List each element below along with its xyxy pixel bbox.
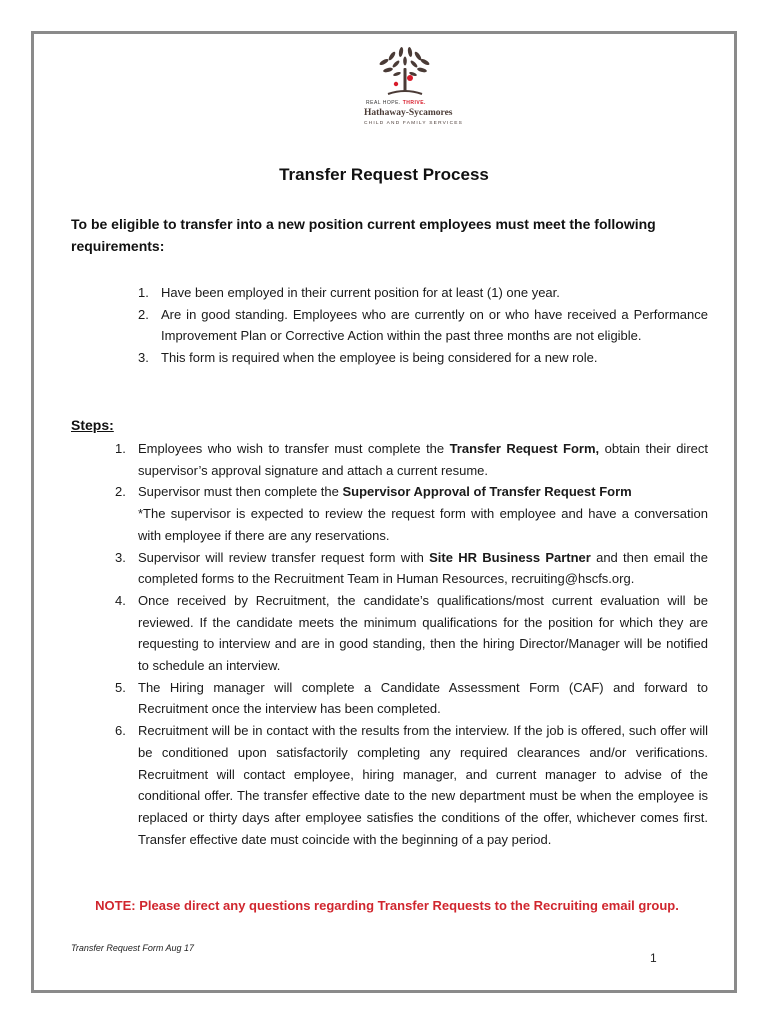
step-number: 3.: [115, 549, 126, 565]
step-item: [115, 590, 708, 677]
requirement-text: This form is required when the employee is being considered for a new role.: [161, 349, 598, 365]
requirement-item: [138, 282, 708, 304]
step-bold-text: Supervisor Approval of Transfer Request Form: [342, 484, 632, 500]
step-bold-text: Transfer Request Form,: [449, 441, 600, 456]
requirement-item: [138, 347, 708, 369]
step-text: Supervisor must then complete the: [138, 484, 343, 500]
page-number: 1: [650, 951, 657, 965]
requirement-text: Have been employed in their current position for at least (1) one year.: [161, 285, 560, 300]
document-title: Transfer Request Process: [279, 165, 489, 184]
step-text: Supervisor will review transfer request form with: [138, 549, 430, 565]
steps-list: [115, 438, 708, 850]
steps-heading: Steps:: [71, 417, 114, 433]
step-text-continued: obtain their direct supervisor’s approval signature and attach a current resume.: [138, 441, 708, 478]
step-bold-text: Site HR Business Partner: [429, 549, 591, 565]
step-item: [115, 547, 708, 590]
requirement-text: Are in good standing. Employees who are currently on or who have received a Performance Improvement Plan or Corrective Action within the past three months are not eligible.: [161, 306, 708, 343]
step-item: [115, 481, 708, 546]
organization-logo: [352, 44, 462, 136]
tree-logo-icon: [352, 44, 462, 102]
logo-org-name: Hathaway-Sycamores: [364, 108, 453, 118]
step-text: Once received by Recruitment, the candidate’s qualifications/most current evaluation will be reviewed. If the candidate meets the minimum qualifications for the position for which they are requesting to interview and are in good standing, then the hiring Director/Manager will be notified to schedule an interview.: [138, 592, 708, 674]
recruiting-note: NOTE: Please direct any questions regarding Transfer Requests to the Recruiting email group.: [95, 898, 679, 913]
eligibility-heading: To be eligible to transfer into a new position current employees must meet the following requirements:: [71, 216, 656, 254]
requirements-list: [138, 282, 708, 368]
step-number: 6.: [115, 723, 126, 739]
requirement-item: [138, 304, 708, 347]
step-number: 2.: [115, 484, 126, 500]
logo-tagline-thrive: THRIVE.: [402, 100, 426, 106]
document-page: [31, 31, 737, 993]
step-text: Recruitment will be in contact with the results from the interview. If the job is offered, such offer will be conditioned upon satisfactorily completing any required clearances and/or verifications. Recruitment will contact employee, hiring manager, and current manager to advise of the conditional offer. The transfer effective date to the new department must be when the employee is replaced or thirty days after employee satisfies the conditions of the offer, whichever comes first. Transfer effective date must coincide with the beginning of a pay period.: [138, 723, 708, 847]
step-text: Employees who wish to transfer must complete the: [138, 441, 450, 456]
logo-tagline-prefix: REAL HOPE.: [366, 100, 401, 106]
requirement-number: 3.: [138, 349, 149, 365]
step-item: [115, 720, 708, 850]
logo-tagline: [366, 100, 426, 106]
step-number: 1.: [115, 441, 126, 456]
step-text: The Hiring manager will complete a Candidate Assessment Form (CAF) and forward to Recruitment once the interview has been completed.: [138, 679, 708, 717]
step-supervisor-note: *The supervisor is expected to review the request form with employee and have a conversation with employee if there are any reservations.: [138, 506, 708, 543]
footer-form-label: Transfer Request Form Aug 17: [71, 943, 195, 953]
step-number: 5.: [115, 679, 126, 695]
step-text-continued: and then email the completed forms to the Recruitment Team in Human Resources, recruiting@hscfs.org.: [138, 549, 709, 587]
step-number: 4.: [115, 592, 126, 608]
step-item: [115, 438, 708, 481]
logo-org-subtitle: CHILD AND FAMILY SERVICES: [364, 121, 464, 126]
requirement-number: 1.: [138, 285, 149, 300]
step-item: [115, 677, 708, 720]
requirement-number: 2.: [138, 306, 149, 322]
